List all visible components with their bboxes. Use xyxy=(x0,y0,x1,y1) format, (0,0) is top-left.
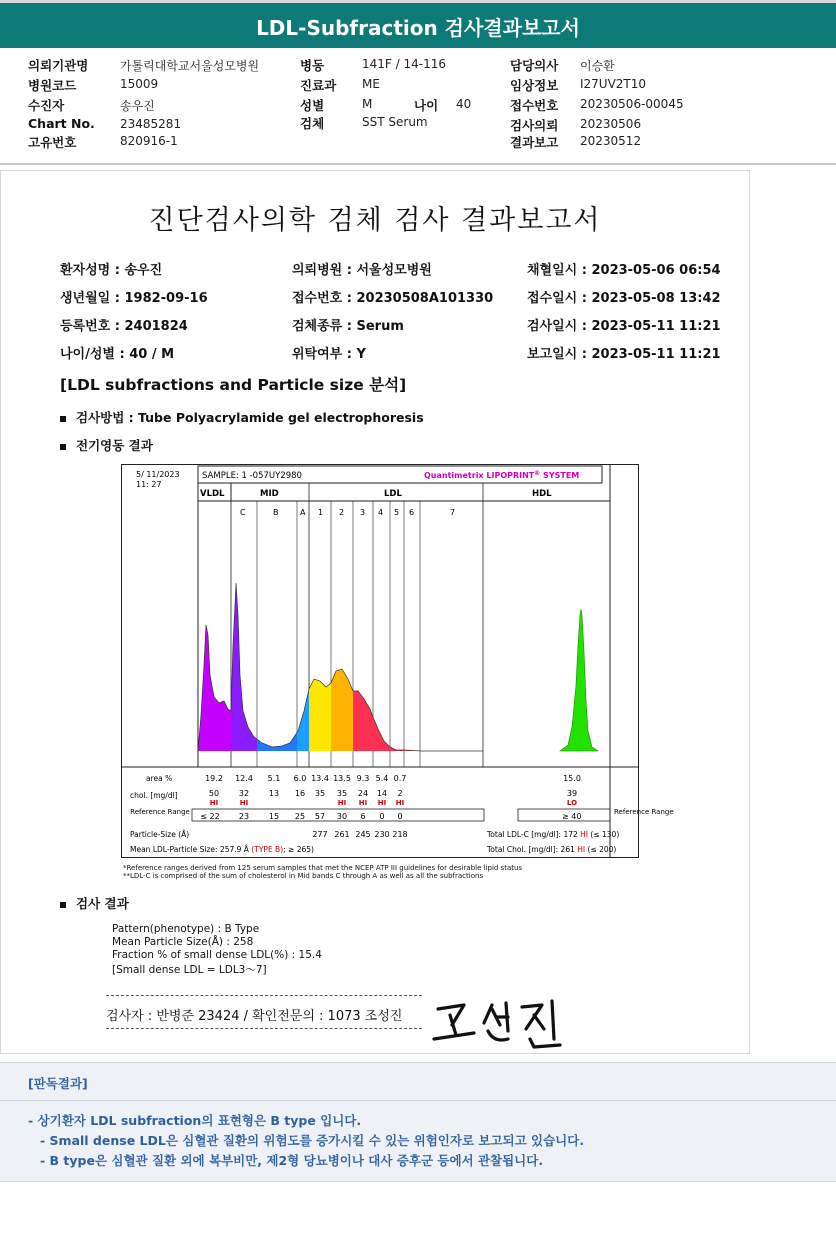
header-value: 20230506-00045 xyxy=(580,97,684,111)
verdict-line: - 상기환자 LDL subfraction의 표현형은 B type 입니다. xyxy=(28,1113,362,1128)
chol-flag: HI xyxy=(395,799,405,807)
area-value: 0.7 xyxy=(393,774,407,783)
chol-flag: HI xyxy=(358,799,368,807)
result-heading-text: 검사 결과 xyxy=(76,896,129,911)
header-value: 15009 xyxy=(120,77,159,91)
band-label-c: C xyxy=(240,508,246,517)
header-value: 20230512 xyxy=(580,134,642,148)
patient-field: 보고일시 : 2023-05-11 11:21 xyxy=(527,347,721,362)
result-line: Fraction % of small dense LDL(%) : 15.4 xyxy=(112,949,322,961)
group-label-mid: MID xyxy=(260,489,279,499)
header-value: 이승환 xyxy=(580,59,615,73)
chol-value: 16 xyxy=(294,789,306,798)
footnote-2: **LDL-C is comprised of the sum of cholesterol in Mid bands C through A as well as all the subfractions xyxy=(123,872,484,880)
band-label-7: 7 xyxy=(450,508,456,517)
particle-size-value: 261 xyxy=(334,830,350,839)
sample-id: SAMPLE: 1 -057UY2980 xyxy=(202,471,302,481)
header-value: 가톨릭대학교서울성모병원 xyxy=(120,59,260,73)
chol-value: 35 xyxy=(314,789,326,798)
area-value: 6.0 xyxy=(293,774,307,783)
header-value: 송우진 xyxy=(120,99,155,113)
area-value: 9.3 xyxy=(356,774,370,783)
group-label-vldl: VLDL xyxy=(200,489,225,499)
section-title: [LDL subfractions and Particle size 분석] xyxy=(60,376,407,394)
bullet-icon xyxy=(60,416,66,422)
area-row-label: area % xyxy=(146,774,173,783)
header-value: 820916-1 xyxy=(120,134,178,148)
ref-value: 23 xyxy=(238,812,250,821)
ref-value: 25 xyxy=(294,812,306,821)
chol-value: 14 xyxy=(376,789,388,798)
chol-flag: HI xyxy=(209,799,219,807)
ref-value: 0 xyxy=(379,812,385,821)
header-value: ME xyxy=(362,77,380,91)
patient-field: 환자성명 : 송우진 xyxy=(60,263,163,278)
header-label: 병원코드 xyxy=(28,78,77,93)
size-row-label: Particle-Size (Å) xyxy=(130,830,190,839)
verdict-line: - B type은 심혈관 질환 외에 복부비만, 제2형 당뇨병이나 대사 증후군 등에서 관찰됩니다. xyxy=(40,1153,544,1168)
curve-fills xyxy=(198,583,483,751)
header-label: 성별 xyxy=(300,98,325,113)
header-label: 병동 xyxy=(300,58,325,73)
patient-field: 생년월일 : 1982-09-16 xyxy=(60,291,208,306)
header-label: 검체 xyxy=(300,116,325,131)
patient-field: 의뢰병원 : 서울성모병원 xyxy=(292,263,432,278)
band-label-a: A xyxy=(300,508,306,517)
patient-field: 등록번호 : 2401824 xyxy=(60,319,188,334)
particle-size-value: 218 xyxy=(392,830,408,839)
bullet-icon xyxy=(60,444,66,450)
chol-flag: HI xyxy=(239,799,249,807)
header-value: SST Serum xyxy=(362,115,428,129)
band-label-5: 5 xyxy=(394,508,400,517)
result-heading xyxy=(60,894,129,912)
verdict-divider xyxy=(0,1100,836,1101)
electro-heading xyxy=(60,436,153,454)
bullet-icon xyxy=(60,902,66,908)
header-label: 검사의뢰 xyxy=(510,118,559,133)
header-label: 임상정보 xyxy=(510,78,559,93)
total-ldl: Total LDL-C [mg/dl]: 172 HI (≤ 130) xyxy=(487,830,620,839)
area-value: 19.2 xyxy=(205,774,223,783)
ref-value: 6 xyxy=(360,812,366,821)
brand-label: Quantimetrix LIPOPRINT® SYSTEM xyxy=(424,470,580,480)
chol-row-label: chol. [mg/dl] xyxy=(130,791,178,800)
header-label: 수진자 xyxy=(28,98,65,113)
area-value: 5.4 xyxy=(375,774,389,783)
patient-field: 채혈일시 : 2023-05-06 06:54 xyxy=(527,263,721,278)
ref-hdl-value: ≥ 40 xyxy=(562,812,582,821)
particle-size-value: 245 xyxy=(355,830,371,839)
area-value: 5.1 xyxy=(267,774,281,783)
header-value: I27UV2T10 xyxy=(580,77,647,91)
band-label-2: 2 xyxy=(339,508,345,517)
report-title: 진단검사의학 검체 검사 결과보고서 xyxy=(148,205,602,236)
result-line: Mean Particle Size(Å) : 258 xyxy=(112,936,254,948)
band-label-3: 3 xyxy=(360,508,366,517)
chart-time: 11: 27 xyxy=(136,480,162,489)
patient-field: 접수번호 : 20230508A101330 xyxy=(292,291,494,306)
chart-date: 5/ 11/2023 xyxy=(136,470,180,479)
signature-divider xyxy=(106,995,422,996)
chol-flag: HI xyxy=(377,799,387,807)
band-label-6: 6 xyxy=(409,508,415,517)
patient-field: 검사일시 : 2023-05-11 11:21 xyxy=(527,319,721,334)
header-label: 의뢰기관명 xyxy=(28,58,89,73)
ref-value: 0 xyxy=(397,812,403,821)
report-banner xyxy=(0,0,836,48)
area-value: 15.0 xyxy=(563,774,581,783)
ref-value: 57 xyxy=(314,812,326,821)
header-value: 23485281 xyxy=(120,117,182,131)
electrophoresis-chart xyxy=(121,464,674,858)
electro-heading-text: 전기영동 결과 xyxy=(76,438,153,453)
method-line xyxy=(60,408,424,426)
hdl-peak xyxy=(560,609,598,751)
chol-value: 50 xyxy=(208,789,220,798)
chol-value: 32 xyxy=(238,789,250,798)
chol-flag: HI xyxy=(337,799,347,807)
banner-title: LDL-Subfraction 검사결과보고서 xyxy=(256,16,580,40)
ref-value: ≤ 22 xyxy=(200,812,220,821)
area-value: 12.4 xyxy=(235,774,253,783)
band-label-1: 1 xyxy=(318,508,324,517)
ref-right-label: Reference Range xyxy=(614,808,674,816)
patient-field: 접수일시 : 2023-05-08 13:42 xyxy=(527,291,721,306)
signature-divider xyxy=(106,1028,422,1029)
result-line: [Small dense LDL = LDL3～7] xyxy=(112,964,267,976)
header-label: 고유번호 xyxy=(28,135,77,150)
header-value: M xyxy=(362,97,373,111)
verdict-title: [판독결과] xyxy=(28,1076,88,1091)
method-text: 검사방법 : Tube Polyacrylamide gel electrophoresis xyxy=(76,410,424,425)
area-value: 13.5 xyxy=(333,774,351,783)
particle-size-value: 230 xyxy=(374,830,390,839)
ref-value: 30 xyxy=(336,812,348,821)
ref-row-label: Reference Range xyxy=(130,808,190,816)
result-line: Pattern(phenotype) : B Type xyxy=(112,923,260,935)
total-chol: Total Chol. [mg/dl]: 261 HI (≤ 200) xyxy=(487,845,617,854)
header-label: 나이 xyxy=(414,98,439,113)
chol-flag: LO xyxy=(566,799,578,807)
group-label-hdl: HDL xyxy=(532,489,552,499)
handwritten-signature xyxy=(430,995,570,1051)
verdict-line: - Small dense LDL은 심혈관 질환의 위험도를 증가시킬 수 있는 위험인자로 보고되고 있습니다. xyxy=(40,1133,585,1148)
patient-field: 위탁여부 : Y xyxy=(292,347,366,362)
patient-field: 검체종류 : Serum xyxy=(292,319,404,334)
header-value: 20230506 xyxy=(580,117,642,131)
header-label: 접수번호 xyxy=(510,98,559,113)
ref-value: 15 xyxy=(268,812,280,821)
electrophoresis-svg xyxy=(122,465,674,857)
chol-value: 39 xyxy=(566,789,578,798)
header-label: Chart No. xyxy=(28,116,95,131)
chol-value: 2 xyxy=(397,789,403,798)
header-divider xyxy=(0,163,836,165)
footnote-1: *Reference ranges derived from 125 serum samples that met the NCEP ATP III guidelines for desirable lipid status xyxy=(123,864,523,872)
header-label: 담당의사 xyxy=(510,58,559,73)
particle-size-value: 277 xyxy=(312,830,328,839)
signature-line: 검사자 : 반병준 23424 / 확인전문의 : 1073 조성진 xyxy=(106,1009,403,1024)
band-label-4: 4 xyxy=(378,508,384,517)
area-value: 13.4 xyxy=(311,774,329,783)
band-label-b: B xyxy=(273,508,279,517)
header-label: 진료과 xyxy=(300,78,337,93)
group-label-ldl: LDL xyxy=(384,489,402,499)
chol-value: 24 xyxy=(357,789,369,798)
header-value: 40 xyxy=(456,97,472,111)
header-value: 141F / 14-116 xyxy=(362,57,446,71)
mean-size-label: Mean LDL-Particle Size: 257.9 Å (TYPE B); ≥ 265) xyxy=(130,845,314,854)
header-label: 결과보고 xyxy=(510,135,559,150)
chol-value: 13 xyxy=(268,789,280,798)
chol-value: 35 xyxy=(336,789,348,798)
patient-field: 나이/성별 : 40 / M xyxy=(60,347,175,362)
